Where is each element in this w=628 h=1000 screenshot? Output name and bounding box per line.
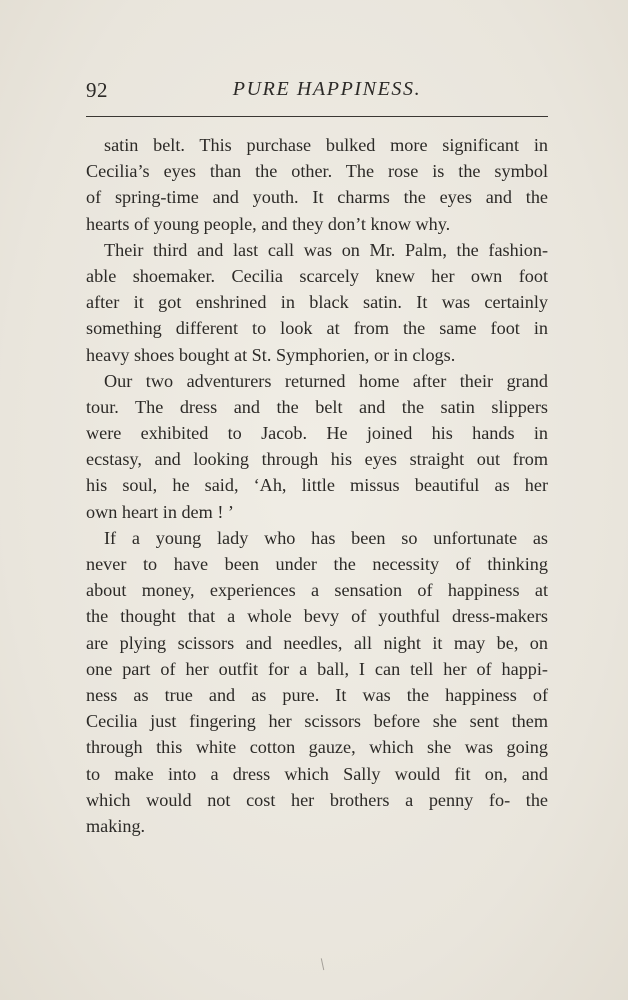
text-line: hearts of young people, and they don’t know why.	[86, 213, 451, 234]
paragraph	[86, 525, 548, 839]
text-line: able shoemaker. Cecilia scarcely knew her own foot	[86, 265, 548, 286]
text-line: the thought that a whole bevy of youthful dress-makers	[86, 606, 548, 627]
text-line: were exhibited to Jacob. He joined his hands in	[86, 423, 548, 444]
page-number: 92	[86, 78, 108, 102]
paragraph	[86, 237, 548, 368]
text-line: never to have been under the necessity of thinking	[86, 554, 548, 574]
text-line: ecstasy, and looking through his eyes straight out from	[86, 449, 548, 470]
paragraph	[86, 368, 548, 525]
paragraph	[86, 132, 548, 237]
text-line: are plying scissors and needles, all night it may be, on	[86, 632, 548, 653]
text-line: ness as true and as pure. It was the happiness of	[86, 684, 548, 705]
text-line: Their third and last call was on Mr. Palm, the fashion-	[104, 239, 548, 260]
print-mark	[321, 958, 326, 970]
text-line: If a young lady who has been so unfortunate as	[104, 527, 548, 548]
body-text	[86, 132, 548, 839]
text-line: making.	[86, 815, 146, 836]
text-line: Cecilia’s eyes than the other. The rose is the symbol	[86, 161, 548, 182]
page-header	[86, 78, 548, 108]
text-line: Our two adventurers returned home after their grand	[104, 370, 548, 391]
text-line: his soul, he said, ‘Ah, little missus beautiful as her	[86, 475, 548, 496]
header-rule	[86, 116, 548, 117]
text-line: through this white cotton gauze, which she was going	[86, 737, 548, 758]
text-line: satin belt. This purchase bulked more significant in	[104, 135, 548, 155]
text-line: to make into a dress which Sally would fit on, and	[86, 763, 548, 784]
text-line: of spring-time and youth. It charms the eyes and the	[86, 187, 548, 208]
text-line: about money, experiences a sensation of happiness at	[86, 580, 548, 601]
text-line: something different to look at from the same foot in	[86, 318, 548, 339]
text-line: after it got enshrined in black satin. It was certainly	[86, 292, 548, 313]
text-line: one part of her outfit for a ball, I can tell her of happi-	[86, 658, 548, 679]
text-line: heavy shoes bought at St. Symphorien, or in clogs.	[86, 344, 456, 365]
text-line: tour. The dress and the belt and the satin slippers	[86, 396, 548, 417]
text-line: which would not cost her brothers a penny fo‑ the	[86, 789, 548, 810]
text-line: Cecilia just fingering her scissors before she sent them	[86, 711, 548, 732]
running-head: PURE HAPPINESS.	[232, 78, 422, 100]
text-line: own heart in dem ! ’	[86, 501, 234, 522]
